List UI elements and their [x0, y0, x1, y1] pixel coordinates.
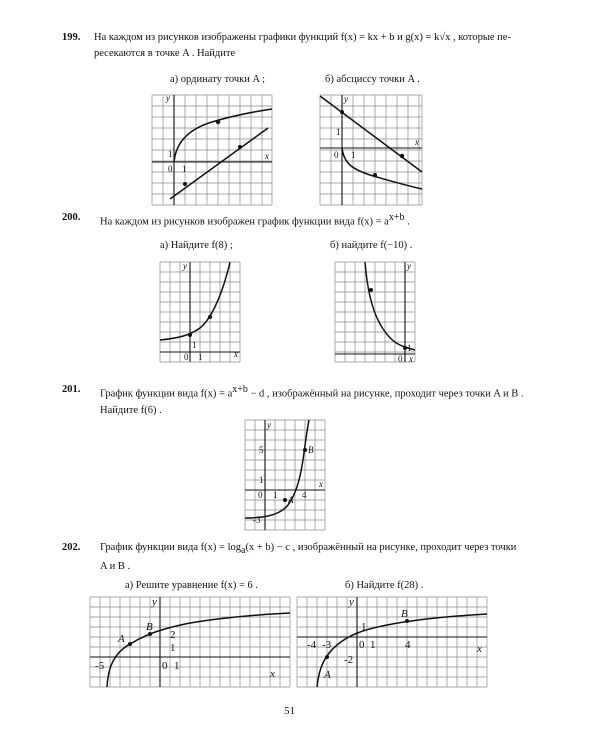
label-A: A	[118, 633, 125, 645]
x-label: x	[415, 137, 419, 147]
problem-202-part-b: б) Найдите f(28) .	[345, 580, 424, 591]
y-label: y	[183, 261, 187, 271]
point-A	[216, 120, 220, 124]
tick-1-x: 1	[198, 352, 203, 362]
point	[188, 333, 192, 337]
tick-1-x: 1	[273, 490, 278, 500]
graph-202b	[297, 597, 487, 687]
graph-199b	[320, 95, 422, 205]
tick-1-x: 1	[370, 639, 376, 651]
tick-m5-x: -5	[95, 660, 105, 672]
tick-1-y: 1	[361, 621, 367, 633]
exp-curve	[365, 262, 415, 350]
point-A	[400, 154, 404, 158]
y-label: y	[349, 596, 354, 608]
y-label: y	[166, 93, 170, 103]
tick-2-y: 2	[170, 629, 176, 641]
tick-m3-x: -3	[322, 639, 332, 651]
problem-200-text: На каждом из рисунков изображен график функции вида $f(x) = a^{x+b}$ .	[100, 212, 410, 228]
tick-1-y: 1	[168, 149, 173, 159]
problem-202-part-a: а) Решите уравнение f(x) = 6 .	[125, 580, 259, 591]
point-B	[303, 448, 307, 452]
tick-1-x: 1	[351, 150, 356, 160]
problem-201-text: График функции вида $f(x) = a^{x+b} - d$ , изображённый на рисунке, проходит через точки A и B . Найдите f(6) .	[100, 384, 524, 416]
tick-m4-x: -4	[307, 639, 317, 651]
y-label: y	[407, 261, 411, 271]
tick-4-x: 4	[302, 490, 307, 500]
tick-1-x: 1	[174, 660, 180, 672]
y-label: y	[267, 420, 271, 430]
origin-label: 0	[359, 639, 365, 651]
label-A: A	[324, 669, 331, 681]
point	[238, 145, 242, 149]
problem-202-number: 202.	[62, 542, 81, 553]
problem-200-number: 200.	[62, 212, 81, 223]
origin-label: 0	[168, 164, 173, 174]
label-A: A	[288, 495, 294, 505]
log-curve	[317, 614, 487, 687]
graph-200b	[335, 262, 415, 362]
graph-202a	[90, 597, 290, 687]
problem-199-part-a: а) ординату точки A ;	[170, 74, 266, 85]
label-B: B	[146, 621, 153, 633]
tick-1-y: 1	[170, 642, 176, 654]
y-label: y	[152, 596, 157, 608]
problem-200-part-a: а) Найдите f(8) ;	[160, 240, 233, 251]
label-B: B	[308, 445, 314, 455]
tick-1-y: 1	[259, 475, 264, 485]
problem-199-text: На каждом из рисунков изображены графики функций f(x) = kx + b и g(x) = k√x , которые пе- ресекаются в точке A . Найдите	[94, 32, 511, 59]
graph-200a	[160, 262, 240, 362]
point-A	[325, 655, 329, 659]
grid-200a	[160, 262, 240, 362]
problem-202-text: График функции вида $f(x) = \log_a(x + b) - c$ , изображённый на рисунке, проходит через точки A и B .	[100, 542, 517, 573]
tick-m3-y: -3	[253, 515, 261, 525]
label-B: B	[401, 608, 408, 620]
y-label: y	[344, 94, 348, 104]
point	[340, 110, 344, 114]
x-label: x	[319, 479, 323, 489]
page-number: 51	[284, 705, 295, 717]
graph-201	[245, 420, 325, 530]
exp-curve	[160, 262, 230, 340]
point	[373, 173, 377, 177]
tick-1-y: 1	[407, 343, 412, 353]
point	[183, 182, 187, 186]
x-label: x	[409, 354, 413, 364]
problem-199-part-b: б) абсциссу точки A .	[325, 74, 420, 85]
tick-1-x: 1	[182, 164, 187, 174]
point-A	[128, 642, 132, 646]
x-label: x	[265, 151, 269, 161]
origin-label: 0	[184, 352, 189, 362]
point-A	[283, 498, 287, 502]
tick-5-y: 5	[259, 445, 264, 455]
problem-199-number: 199.	[62, 32, 81, 43]
grid-201	[245, 420, 325, 530]
tick-1-y: 1	[336, 127, 341, 137]
x-label: x	[270, 668, 275, 680]
graph-199a	[152, 95, 272, 205]
tick-m2-y: -2	[344, 654, 354, 666]
exp-curve	[245, 420, 309, 518]
tick-1-y: 1	[192, 340, 197, 350]
origin-label: 0	[258, 490, 263, 500]
origin-label: 0	[162, 660, 168, 672]
log-curve	[107, 613, 290, 687]
problem-201-number: 201.	[62, 384, 81, 395]
point	[369, 288, 373, 292]
origin-label: 0	[334, 150, 339, 160]
problem-200-part-b: б) найдите f(−10) .	[330, 240, 413, 251]
point	[208, 315, 212, 319]
tick-4-x: 4	[405, 639, 411, 651]
origin-label: 0	[398, 354, 403, 364]
x-label: x	[234, 349, 238, 359]
x-label: x	[477, 643, 482, 655]
